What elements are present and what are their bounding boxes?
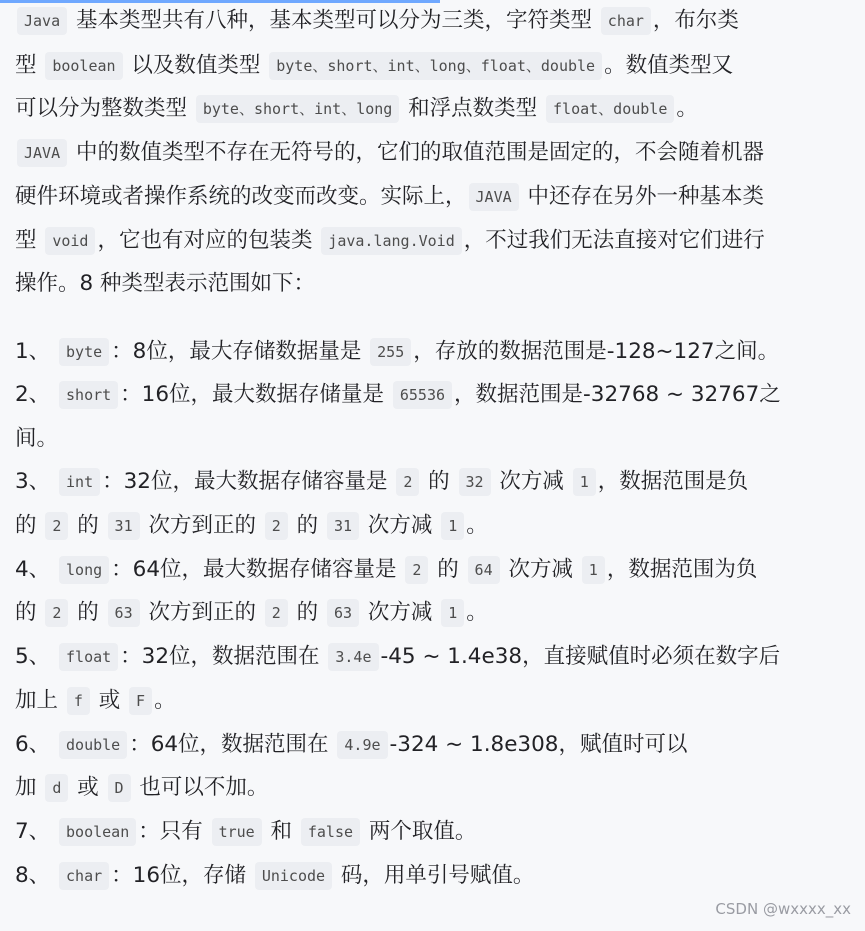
inline-code: 1: [582, 556, 605, 584]
text-segment: ，不过我们无法直接对它们进行: [463, 228, 765, 253]
text-line: [15, 5, 739, 37]
inline-code: true: [212, 818, 262, 846]
text-segment: 次方减: [492, 469, 571, 494]
list-item-continued: [15, 423, 58, 455]
inline-code: byte: [59, 338, 109, 366]
text-segment: 次方到正的: [141, 513, 263, 538]
inline-code: f: [67, 687, 90, 715]
inline-code: 2: [396, 468, 419, 496]
text-segment: 的: [430, 557, 466, 582]
text-segment: 或: [70, 775, 106, 800]
inline-code: 2: [265, 599, 288, 627]
text-segment: 和: [263, 819, 299, 844]
inline-code: 2: [265, 512, 288, 540]
inline-code: 1: [573, 468, 596, 496]
list-item: [15, 816, 476, 848]
text-segment: 。: [154, 688, 176, 713]
text-line: [15, 181, 764, 213]
text-segment: 次方减: [361, 513, 440, 538]
text-segment: -324 ~ 1.8e308，赋值时可以: [389, 732, 688, 757]
inline-code: 255: [370, 338, 411, 366]
list-item: [15, 466, 748, 498]
text-segment: ：64位，数据范围在: [129, 732, 336, 757]
inline-code: boolean: [59, 818, 136, 846]
text-segment: 的: [70, 513, 106, 538]
text-segment: 7、: [15, 819, 58, 844]
text-segment: 。数值类型又: [604, 53, 734, 78]
inline-code: Unicode: [255, 862, 332, 890]
csdn-watermark: CSDN @wxxxx_xx: [715, 900, 851, 918]
text-segment: -45 ~ 1.4e38，直接赋值时必须在数字后: [380, 644, 781, 669]
inline-code: 64: [468, 556, 500, 584]
text-segment: 6、: [15, 732, 58, 757]
text-segment: 加上: [15, 688, 65, 713]
text-segment: 。: [466, 600, 488, 625]
inline-code: 2: [45, 512, 68, 540]
inline-code: char: [59, 862, 109, 890]
text-segment: 2、: [15, 382, 58, 407]
list-item: [15, 641, 780, 673]
text-segment: ：16位，存储: [111, 863, 253, 888]
text-segment: 型: [15, 53, 44, 78]
text-segment: ，数据范围是负: [597, 469, 749, 494]
text-segment: 中的数值类型不存在无符号的，它们的取值范围是固定的，不会随着机器: [69, 140, 764, 165]
text-segment: ：32位，数据范围在: [120, 644, 327, 669]
text-segment: 。: [466, 513, 488, 538]
text-segment: ，数据范围是-32768 ~ 32767之: [454, 382, 781, 407]
list-item-continued: [15, 597, 488, 629]
text-segment: 3、: [15, 469, 58, 494]
inline-code: Java: [17, 7, 67, 35]
text-line: [15, 137, 764, 169]
text-line: [15, 268, 315, 300]
text-segment: 1、: [15, 339, 58, 364]
list-item: [15, 860, 534, 892]
inline-code: char: [601, 7, 651, 35]
text-segment: 的: [15, 600, 44, 625]
text-segment: ，它也有对应的包装类: [97, 228, 320, 253]
text-segment: 次方减: [501, 557, 580, 582]
inline-code: 4.9e: [337, 731, 387, 759]
inline-code: JAVA: [469, 183, 519, 211]
list-item: [15, 554, 757, 586]
text-segment: 也可以不加。: [132, 775, 269, 800]
inline-code: false: [301, 818, 360, 846]
inline-code: 63: [327, 599, 359, 627]
text-segment: ：32位，最大数据存储容量是: [102, 469, 395, 494]
text-segment: 的: [421, 469, 457, 494]
inline-code: boolean: [45, 52, 122, 80]
text-segment: ，存放的数据范围是-128~127之间。: [413, 339, 780, 364]
inline-code: 63: [108, 599, 140, 627]
list-item-continued: [15, 510, 488, 542]
text-segment: ：8位，最大存储数据量是: [111, 339, 369, 364]
text-line: [15, 93, 698, 125]
text-segment: 的: [289, 600, 325, 625]
list-item: [15, 729, 687, 761]
inline-code: float、double: [546, 95, 674, 123]
text-segment: 操作。8 种类型表示范围如下：: [15, 271, 316, 296]
text-segment: 硬件环境或者操作系统的改变而改变。实际上，: [15, 184, 467, 209]
inline-code: D: [108, 774, 131, 802]
top-accent-bar: [0, 0, 440, 3]
inline-code: short: [59, 381, 118, 409]
inline-code: 1: [441, 599, 464, 627]
text-segment: ：16位，最大数据存储量是: [120, 382, 391, 407]
text-line: [15, 225, 765, 257]
text-segment: 的: [15, 513, 44, 538]
text-segment: 以及数值类型: [124, 53, 268, 78]
inline-code: 65536: [393, 381, 452, 409]
text-segment: 8、: [15, 863, 58, 888]
text-segment: 的: [289, 513, 325, 538]
inline-code: 3.4e: [328, 643, 378, 671]
text-segment: 基本类型共有八种，基本类型可以分为三类，字符类型: [69, 8, 599, 33]
text-segment: 加: [15, 775, 44, 800]
text-segment: 4、: [15, 557, 58, 582]
text-segment: 型: [15, 228, 44, 253]
inline-code: 31: [327, 512, 359, 540]
text-segment: 码，用单引号赋值。: [334, 863, 535, 888]
text-segment: 两个取值。: [362, 819, 477, 844]
inline-code: float: [59, 643, 118, 671]
text-segment: 的: [70, 600, 106, 625]
list-item-continued: [15, 772, 268, 804]
inline-code: F: [129, 687, 152, 715]
text-segment: 或: [91, 688, 128, 713]
inline-code: 1: [441, 512, 464, 540]
inline-code: java.lang.Void: [321, 227, 461, 255]
inline-code: byte、short、int、long: [196, 95, 400, 123]
text-segment: ：只有: [138, 819, 210, 844]
list-item: [15, 336, 779, 368]
inline-code: long: [59, 556, 109, 584]
text-segment: 和浮点数类型: [401, 96, 545, 121]
text-segment: ，数据范围为负: [606, 557, 758, 582]
text-segment: 可以分为整数类型: [15, 96, 194, 121]
text-segment: 次方减: [361, 600, 440, 625]
text-segment: ，布尔类: [652, 8, 739, 33]
inline-code: 2: [45, 599, 68, 627]
text-segment: 。: [676, 96, 698, 121]
text-segment: 中还存在另外一种基本类: [520, 184, 764, 209]
inline-code: JAVA: [17, 139, 67, 167]
list-item: [15, 379, 781, 411]
inline-code: double: [59, 731, 127, 759]
inline-code: 31: [108, 512, 140, 540]
text-line: [15, 50, 733, 82]
list-item-continued: [15, 685, 176, 717]
text-segment: ：64位，最大数据存储容量是: [111, 557, 404, 582]
inline-code: void: [45, 227, 95, 255]
inline-code: byte、short、int、long、float、double: [269, 52, 602, 80]
text-segment: 间。: [15, 426, 59, 451]
text-segment: 次方到正的: [141, 600, 263, 625]
text-segment: 5、: [15, 644, 58, 669]
inline-code: 2: [405, 556, 428, 584]
inline-code: d: [45, 774, 68, 802]
inline-code: int: [59, 468, 100, 496]
inline-code: 32: [459, 468, 491, 496]
